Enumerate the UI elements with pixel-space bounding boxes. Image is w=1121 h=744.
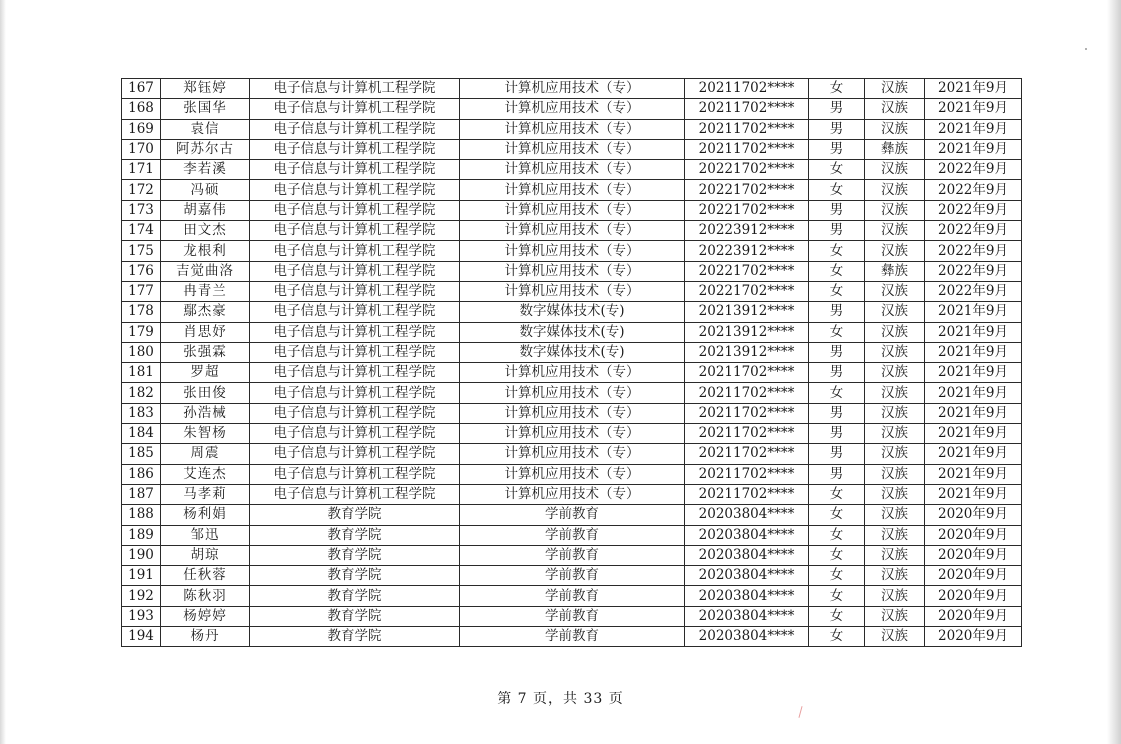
college-name-cell: 电子信息与计算机工程学院	[250, 119, 460, 139]
row-number-cell: 190	[122, 545, 161, 565]
gender-cell: 男	[809, 139, 865, 159]
student-name-cell: 周震	[161, 444, 250, 464]
major-name-cell: 学前教育	[460, 566, 685, 586]
student-name-cell: 肖思妤	[161, 322, 250, 342]
enrollment-date-cell: 2020年9月	[925, 566, 1022, 586]
ethnicity-cell: 汉族	[865, 221, 925, 241]
college-name-cell: 教育学院	[250, 586, 460, 606]
gender-cell: 女	[809, 627, 865, 647]
major-name-cell: 计算机应用技术（专）	[460, 139, 685, 159]
ethnicity-cell: 汉族	[865, 484, 925, 504]
major-name-cell: 计算机应用技术（专）	[460, 403, 685, 423]
row-number-cell: 189	[122, 525, 161, 545]
ethnicity-cell: 汉族	[865, 444, 925, 464]
college-name-cell: 电子信息与计算机工程学院	[250, 424, 460, 444]
major-name-cell: 计算机应用技术（专）	[460, 180, 685, 200]
student-name-cell: 杨丹	[161, 627, 250, 647]
table-row	[122, 322, 1022, 342]
ethnicity-cell: 汉族	[865, 342, 925, 362]
student-id-cell: 20223912****	[685, 221, 809, 241]
major-name-cell: 计算机应用技术（专）	[460, 79, 685, 99]
ethnicity-cell: 彝族	[865, 139, 925, 159]
student-id-cell: 20213912****	[685, 302, 809, 322]
ethnicity-cell: 彝族	[865, 261, 925, 281]
major-name-cell: 数字媒体技术(专)	[460, 302, 685, 322]
enrollment-date-cell: 2020年9月	[925, 545, 1022, 565]
row-number-cell: 173	[122, 200, 161, 220]
row-number-cell: 187	[122, 484, 161, 504]
gender-cell: 女	[809, 586, 865, 606]
ethnicity-cell: 汉族	[865, 505, 925, 525]
student-name-cell: 冉青兰	[161, 281, 250, 301]
enrollment-date-cell: 2022年9月	[925, 261, 1022, 281]
enrollment-date-cell: 2020年9月	[925, 627, 1022, 647]
row-number-cell: 178	[122, 302, 161, 322]
college-name-cell: 电子信息与计算机工程学院	[250, 221, 460, 241]
college-name-cell: 教育学院	[250, 505, 460, 525]
student-name-cell: 任秋蓉	[161, 566, 250, 586]
gender-cell: 女	[809, 261, 865, 281]
gender-cell: 男	[809, 424, 865, 444]
student-id-cell: 20203804****	[685, 606, 809, 626]
row-number-cell: 194	[122, 627, 161, 647]
student-id-cell: 20211702****	[685, 444, 809, 464]
student-id-cell: 20203804****	[685, 505, 809, 525]
table-row	[122, 200, 1022, 220]
gender-cell: 女	[809, 484, 865, 504]
gender-cell: 男	[809, 363, 865, 383]
student-name-cell: 胡琼	[161, 545, 250, 565]
student-id-cell: 20211702****	[685, 484, 809, 504]
student-id-cell: 20213912****	[685, 342, 809, 362]
enrollment-date-cell: 2021年9月	[925, 383, 1022, 403]
college-name-cell: 电子信息与计算机工程学院	[250, 464, 460, 484]
major-name-cell: 计算机应用技术（专）	[460, 424, 685, 444]
table-row	[122, 586, 1022, 606]
college-name-cell: 电子信息与计算机工程学院	[250, 200, 460, 220]
table-row	[122, 241, 1022, 261]
student-name-cell: 杨婷婷	[161, 606, 250, 626]
major-name-cell: 计算机应用技术（专）	[460, 484, 685, 504]
college-name-cell: 电子信息与计算机工程学院	[250, 261, 460, 281]
student-id-cell: 20221702****	[685, 261, 809, 281]
enrollment-date-cell: 2021年9月	[925, 302, 1022, 322]
gender-cell: 男	[809, 221, 865, 241]
enrollment-date-cell: 2021年9月	[925, 363, 1022, 383]
student-id-cell: 20211702****	[685, 383, 809, 403]
student-name-cell: 艾连杰	[161, 464, 250, 484]
student-id-cell: 20213912****	[685, 322, 809, 342]
college-name-cell: 电子信息与计算机工程学院	[250, 322, 460, 342]
student-id-cell: 20211702****	[685, 403, 809, 423]
college-name-cell: 电子信息与计算机工程学院	[250, 79, 460, 99]
student-id-cell: 20211702****	[685, 464, 809, 484]
college-name-cell: 电子信息与计算机工程学院	[250, 241, 460, 261]
row-number-cell: 171	[122, 160, 161, 180]
table-row	[122, 342, 1022, 362]
enrollment-date-cell: 2022年9月	[925, 180, 1022, 200]
row-number-cell: 182	[122, 383, 161, 403]
row-number-cell: 167	[122, 79, 161, 99]
row-number-cell: 191	[122, 566, 161, 586]
enrollment-date-cell: 2022年9月	[925, 200, 1022, 220]
row-number-cell: 192	[122, 586, 161, 606]
page-footer	[0, 688, 1121, 708]
student-name-cell: 田文杰	[161, 221, 250, 241]
scan-edge-right	[1107, 0, 1121, 744]
gender-cell: 男	[809, 464, 865, 484]
ethnicity-cell: 汉族	[865, 241, 925, 261]
enrollment-date-cell: 2021年9月	[925, 484, 1022, 504]
row-number-cell: 174	[122, 221, 161, 241]
major-name-cell: 计算机应用技术（专）	[460, 99, 685, 119]
student-id-cell: 20221702****	[685, 281, 809, 301]
enrollment-date-cell: 2021年9月	[925, 99, 1022, 119]
table-row	[122, 281, 1022, 301]
ethnicity-cell: 汉族	[865, 383, 925, 403]
row-number-cell: 184	[122, 424, 161, 444]
student-name-cell: 龙根利	[161, 241, 250, 261]
student-name-cell: 罗超	[161, 363, 250, 383]
table-row	[122, 484, 1022, 504]
ethnicity-cell: 汉族	[865, 464, 925, 484]
ethnicity-cell: 汉族	[865, 566, 925, 586]
college-name-cell: 电子信息与计算机工程学院	[250, 281, 460, 301]
major-name-cell: 数字媒体技术(专)	[460, 342, 685, 362]
enrollment-date-cell: 2022年9月	[925, 281, 1022, 301]
page-number-text: 第 7 页，共 33 页	[497, 691, 624, 707]
row-number-cell: 179	[122, 322, 161, 342]
table-row	[122, 444, 1022, 464]
student-id-cell: 20211702****	[685, 99, 809, 119]
student-name-cell: 朱智杨	[161, 424, 250, 444]
ethnicity-cell: 汉族	[865, 322, 925, 342]
enrollment-date-cell: 2022年9月	[925, 241, 1022, 261]
gender-cell: 男	[809, 99, 865, 119]
college-name-cell: 电子信息与计算机工程学院	[250, 444, 460, 464]
student-name-cell: 冯硕	[161, 180, 250, 200]
student-roster-table	[121, 78, 1022, 647]
table-row	[122, 505, 1022, 525]
ethnicity-cell: 汉族	[865, 586, 925, 606]
student-name-cell: 马孝莉	[161, 484, 250, 504]
ethnicity-cell: 汉族	[865, 200, 925, 220]
student-id-cell: 20221702****	[685, 180, 809, 200]
row-number-cell: 172	[122, 180, 161, 200]
table-row	[122, 363, 1022, 383]
gender-cell: 女	[809, 180, 865, 200]
scan-speck	[1085, 48, 1087, 50]
student-name-cell: 张田俊	[161, 383, 250, 403]
student-id-cell: 20203804****	[685, 586, 809, 606]
major-name-cell: 计算机应用技术（专）	[460, 383, 685, 403]
row-number-cell: 185	[122, 444, 161, 464]
row-number-cell: 188	[122, 505, 161, 525]
college-name-cell: 教育学院	[250, 525, 460, 545]
gender-cell: 女	[809, 281, 865, 301]
enrollment-date-cell: 2021年9月	[925, 342, 1022, 362]
roster-table-container	[121, 78, 1021, 647]
major-name-cell: 学前教育	[460, 606, 685, 626]
student-id-cell: 20203804****	[685, 566, 809, 586]
ethnicity-cell: 汉族	[865, 79, 925, 99]
row-number-cell: 175	[122, 241, 161, 261]
student-name-cell: 杨利娟	[161, 505, 250, 525]
table-row	[122, 545, 1022, 565]
gender-cell: 男	[809, 119, 865, 139]
row-number-cell: 186	[122, 464, 161, 484]
table-row	[122, 606, 1022, 626]
enrollment-date-cell: 2020年9月	[925, 586, 1022, 606]
ethnicity-cell: 汉族	[865, 281, 925, 301]
major-name-cell: 计算机应用技术（专）	[460, 261, 685, 281]
enrollment-date-cell: 2021年9月	[925, 322, 1022, 342]
row-number-cell: 181	[122, 363, 161, 383]
major-name-cell: 学前教育	[460, 545, 685, 565]
ethnicity-cell: 汉族	[865, 424, 925, 444]
student-id-cell: 20211702****	[685, 139, 809, 159]
row-number-cell: 176	[122, 261, 161, 281]
major-name-cell: 数字媒体技术(专)	[460, 322, 685, 342]
student-name-cell: 鄢杰豪	[161, 302, 250, 322]
major-name-cell: 计算机应用技术（专）	[460, 119, 685, 139]
enrollment-date-cell: 2021年9月	[925, 79, 1022, 99]
roster-body	[122, 79, 1022, 647]
table-row	[122, 160, 1022, 180]
college-name-cell: 电子信息与计算机工程学院	[250, 99, 460, 119]
gender-cell: 男	[809, 200, 865, 220]
row-number-cell: 193	[122, 606, 161, 626]
college-name-cell: 电子信息与计算机工程学院	[250, 363, 460, 383]
ethnicity-cell: 汉族	[865, 180, 925, 200]
gender-cell: 女	[809, 322, 865, 342]
student-name-cell: 吉觉曲洛	[161, 261, 250, 281]
major-name-cell: 学前教育	[460, 627, 685, 647]
major-name-cell: 计算机应用技术（专）	[460, 363, 685, 383]
enrollment-date-cell: 2021年9月	[925, 119, 1022, 139]
gender-cell: 男	[809, 302, 865, 322]
student-name-cell: 陈秋羽	[161, 586, 250, 606]
table-row	[122, 403, 1022, 423]
gender-cell: 女	[809, 525, 865, 545]
ethnicity-cell: 汉族	[865, 119, 925, 139]
ethnicity-cell: 汉族	[865, 627, 925, 647]
major-name-cell: 学前教育	[460, 505, 685, 525]
table-row	[122, 302, 1022, 322]
major-name-cell: 计算机应用技术（专）	[460, 281, 685, 301]
enrollment-date-cell: 2021年9月	[925, 464, 1022, 484]
table-row	[122, 261, 1022, 281]
row-number-cell: 180	[122, 342, 161, 362]
student-id-cell: 20211702****	[685, 79, 809, 99]
college-name-cell: 教育学院	[250, 627, 460, 647]
row-number-cell: 168	[122, 99, 161, 119]
major-name-cell: 计算机应用技术（专）	[460, 160, 685, 180]
table-row	[122, 525, 1022, 545]
enrollment-date-cell: 2020年9月	[925, 525, 1022, 545]
gender-cell: 男	[809, 403, 865, 423]
ethnicity-cell: 汉族	[865, 606, 925, 626]
enrollment-date-cell: 2021年9月	[925, 444, 1022, 464]
gender-cell: 女	[809, 160, 865, 180]
ethnicity-cell: 汉族	[865, 302, 925, 322]
college-name-cell: 电子信息与计算机工程学院	[250, 302, 460, 322]
enrollment-date-cell: 2021年9月	[925, 403, 1022, 423]
table-row	[122, 119, 1022, 139]
student-id-cell: 20203804****	[685, 545, 809, 565]
table-row	[122, 383, 1022, 403]
college-name-cell: 电子信息与计算机工程学院	[250, 180, 460, 200]
student-id-cell: 20221702****	[685, 160, 809, 180]
student-id-cell: 20203804****	[685, 525, 809, 545]
gender-cell: 男	[809, 444, 865, 464]
major-name-cell: 计算机应用技术（专）	[460, 221, 685, 241]
student-id-cell: 20211702****	[685, 119, 809, 139]
gender-cell: 女	[809, 505, 865, 525]
student-id-cell: 20221702****	[685, 200, 809, 220]
ethnicity-cell: 汉族	[865, 99, 925, 119]
student-name-cell: 阿苏尔古	[161, 139, 250, 159]
ethnicity-cell: 汉族	[865, 403, 925, 423]
major-name-cell: 学前教育	[460, 586, 685, 606]
gender-cell: 女	[809, 79, 865, 99]
college-name-cell: 电子信息与计算机工程学院	[250, 383, 460, 403]
enrollment-date-cell: 2020年9月	[925, 505, 1022, 525]
major-name-cell: 学前教育	[460, 525, 685, 545]
major-name-cell: 计算机应用技术（专）	[460, 200, 685, 220]
ethnicity-cell: 汉族	[865, 363, 925, 383]
table-row	[122, 464, 1022, 484]
student-id-cell: 20211702****	[685, 424, 809, 444]
table-row	[122, 566, 1022, 586]
college-name-cell: 电子信息与计算机工程学院	[250, 139, 460, 159]
gender-cell: 男	[809, 342, 865, 362]
gender-cell: 女	[809, 545, 865, 565]
college-name-cell: 教育学院	[250, 606, 460, 626]
table-row	[122, 79, 1022, 99]
table-row	[122, 424, 1022, 444]
row-number-cell: 183	[122, 403, 161, 423]
gender-cell: 女	[809, 566, 865, 586]
college-name-cell: 电子信息与计算机工程学院	[250, 160, 460, 180]
row-number-cell: 177	[122, 281, 161, 301]
table-row	[122, 221, 1022, 241]
student-name-cell: 张强霖	[161, 342, 250, 362]
student-name-cell: 张国华	[161, 99, 250, 119]
college-name-cell: 电子信息与计算机工程学院	[250, 484, 460, 504]
college-name-cell: 电子信息与计算机工程学院	[250, 403, 460, 423]
table-row	[122, 99, 1022, 119]
college-name-cell: 教育学院	[250, 566, 460, 586]
major-name-cell: 计算机应用技术（专）	[460, 444, 685, 464]
enrollment-date-cell: 2021年9月	[925, 139, 1022, 159]
college-name-cell: 电子信息与计算机工程学院	[250, 342, 460, 362]
student-name-cell: 邹迅	[161, 525, 250, 545]
student-name-cell: 郑钰婷	[161, 79, 250, 99]
gender-cell: 女	[809, 383, 865, 403]
row-number-cell: 170	[122, 139, 161, 159]
student-id-cell: 20223912****	[685, 241, 809, 261]
table-row	[122, 139, 1022, 159]
student-id-cell: 20211702****	[685, 363, 809, 383]
student-name-cell: 袁信	[161, 119, 250, 139]
table-row	[122, 180, 1022, 200]
ethnicity-cell: 汉族	[865, 545, 925, 565]
gender-cell: 女	[809, 606, 865, 626]
scan-edge-left	[0, 0, 6, 744]
college-name-cell: 教育学院	[250, 545, 460, 565]
major-name-cell: 计算机应用技术（专）	[460, 241, 685, 261]
enrollment-date-cell: 2021年9月	[925, 424, 1022, 444]
student-name-cell: 孙浩械	[161, 403, 250, 423]
enrollment-date-cell: 2022年9月	[925, 221, 1022, 241]
major-name-cell: 计算机应用技术（专）	[460, 464, 685, 484]
student-id-cell: 20203804****	[685, 627, 809, 647]
ethnicity-cell: 汉族	[865, 525, 925, 545]
gender-cell: 女	[809, 241, 865, 261]
table-row	[122, 627, 1022, 647]
ethnicity-cell: 汉族	[865, 160, 925, 180]
student-name-cell: 胡嘉伟	[161, 200, 250, 220]
enrollment-date-cell: 2022年9月	[925, 160, 1022, 180]
student-name-cell: 李若溪	[161, 160, 250, 180]
row-number-cell: 169	[122, 119, 161, 139]
enrollment-date-cell: 2020年9月	[925, 606, 1022, 626]
